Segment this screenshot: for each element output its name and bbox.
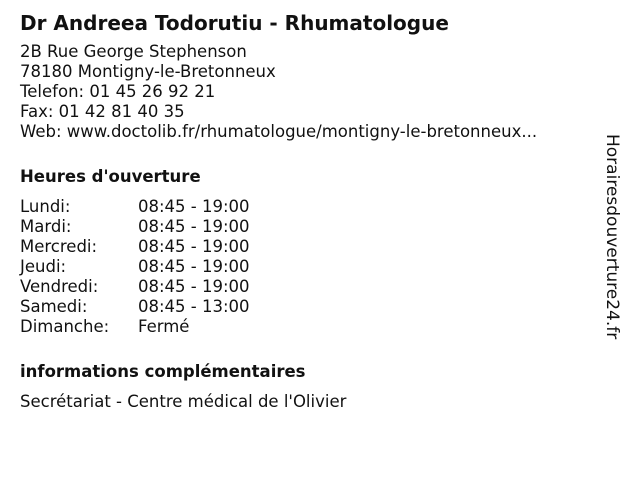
time-value: 08:45 - 19:00 [138, 277, 250, 296]
day-label: Samedi: [20, 297, 88, 316]
day-label: Dimanche: [20, 317, 110, 336]
fax-number: Fax: 01 42 81 40 35 [20, 102, 185, 121]
day-label: Lundi: [20, 197, 71, 216]
listing-card [20, 10, 600, 412]
time-value: 08:45 - 13:00 [138, 297, 250, 316]
day-label: Mercredi: [20, 237, 98, 256]
time-value: 08:45 - 19:00 [138, 217, 250, 236]
day-label: Jeudi: [20, 257, 67, 276]
opening-hours-table [20, 197, 250, 337]
address-city: 78180 Montigny-le-Bretonneux [20, 62, 276, 81]
phone-number: Telefon: 01 45 26 92 21 [20, 82, 216, 101]
additional-info-text: Secrétariat - Centre médical de l'Olivier [20, 392, 347, 411]
day-label: Vendredi: [20, 277, 99, 296]
additional-info-heading: informations complémentaires [20, 362, 306, 381]
address-street: 2B Rue George Stephenson [20, 42, 247, 61]
page-title: Dr Andreea Todorutiu - Rhumatologue [20, 11, 449, 35]
hours-row-sunday [20, 317, 250, 337]
hours-row-thursday [20, 257, 250, 277]
opening-hours-heading: Heures d'ouverture [20, 167, 201, 186]
hours-row-saturday [20, 297, 250, 317]
hours-row-monday [20, 197, 250, 217]
day-label: Mardi: [20, 217, 72, 236]
website-link: Web: www.doctolib.fr/rhumatologue/montigny-le-bretonneux... [20, 122, 538, 141]
time-value: 08:45 - 19:00 [138, 237, 250, 256]
hours-row-wednesday [20, 237, 250, 257]
time-value: Fermé [138, 317, 190, 336]
hours-row-tuesday [20, 217, 250, 237]
time-value: 08:45 - 19:00 [138, 197, 250, 216]
time-value: 08:45 - 19:00 [138, 257, 250, 276]
hours-row-friday [20, 277, 250, 297]
site-watermark: Horairesdouverture24.fr [602, 134, 622, 340]
